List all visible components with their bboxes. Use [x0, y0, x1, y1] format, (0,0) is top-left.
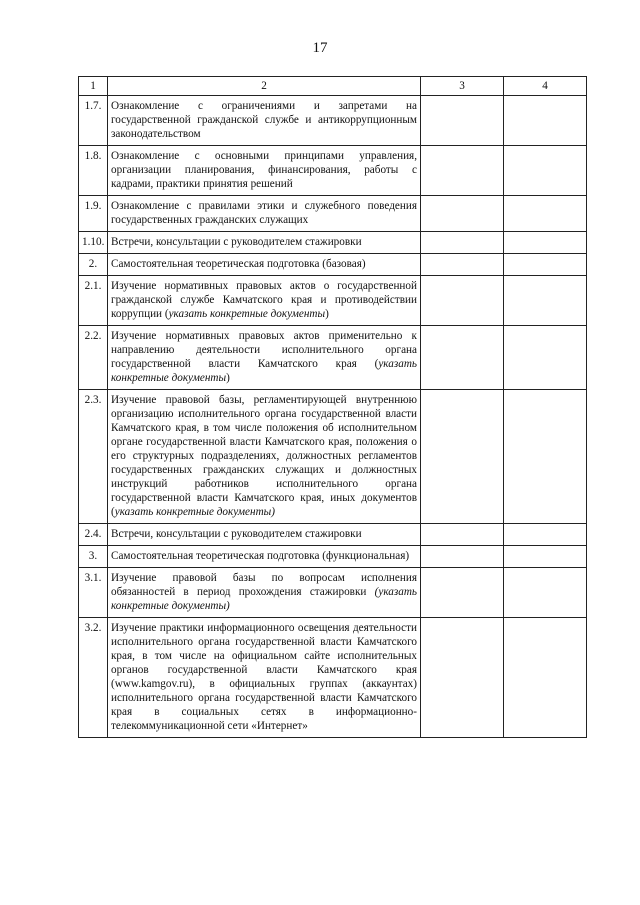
row-number: 2.4. [79, 524, 108, 546]
row-cell-col4 [504, 524, 587, 546]
row-cell-col3 [421, 546, 504, 568]
row-cell-col4 [504, 146, 587, 196]
row-activity [108, 546, 421, 568]
row-cell-col3 [421, 390, 504, 524]
table-row [79, 618, 587, 738]
row-activity [108, 326, 421, 390]
row-number: 1.7. [79, 96, 108, 146]
row-cell-col3 [421, 146, 504, 196]
table-row [79, 326, 587, 390]
activity-text: Изучение нормативных правовых актов о государственной гражданской службе Камчатского края и противодействии коррупции ( [111, 280, 417, 320]
activity-note-suffix: ) [325, 308, 329, 320]
row-activity [108, 390, 421, 524]
row-cell-col3 [421, 326, 504, 390]
row-cell-col4 [504, 196, 587, 232]
column-header-1: 1 [79, 77, 108, 96]
activity-text: Изучение правовой базы по вопросам исполнения обязанностей в период прохождения стажировки [111, 572, 417, 598]
row-cell-col3 [421, 568, 504, 618]
row-number: 3.1. [79, 568, 108, 618]
table-row [79, 276, 587, 326]
activity-text: Самостоятельная теоретическая подготовка (функциональная) [111, 550, 410, 562]
row-cell-col4 [504, 546, 587, 568]
row-cell-col4 [504, 568, 587, 618]
row-activity [108, 146, 421, 196]
row-number: 2. [79, 254, 108, 276]
row-activity [108, 524, 421, 546]
row-cell-col3 [421, 618, 504, 738]
row-number: 3. [79, 546, 108, 568]
table-row [79, 568, 587, 618]
activity-note-suffix: ) [226, 372, 230, 384]
activity-note: (указать конкретные документы) [111, 586, 417, 612]
column-header-3: 3 [421, 77, 504, 96]
row-cell-col3 [421, 254, 504, 276]
activity-note: указать конкретные документы [111, 358, 417, 384]
row-activity [108, 232, 421, 254]
table-row [79, 232, 587, 254]
row-activity [108, 276, 421, 326]
row-activity [108, 254, 421, 276]
row-cell-col4 [504, 276, 587, 326]
row-cell-col4 [504, 390, 587, 524]
activity-text: Изучение правовой базы, регламентирующей внутреннюю организацию исполнительного органа государственной власти Камчатского края, в том числе положения об исполнительном органе государственной власти Камчатского края, положения о его структурных подразделениях, должностных регламентов государственных гражданских служащих и должностных инструкций работников исполнительного органа государственной власти Камчатского края, иных документов ( [111, 394, 417, 518]
row-cell-col3 [421, 96, 504, 146]
row-number: 2.2. [79, 326, 108, 390]
row-cell-col3 [421, 232, 504, 254]
row-number: 1.9. [79, 196, 108, 232]
row-cell-col3 [421, 524, 504, 546]
table-row [79, 390, 587, 524]
activity-text: Встречи, консультации с руководителем стажировки [111, 236, 362, 248]
activity-text: Ознакомление с ограничениями и запретами на государственной гражданской службе и антикоррупционным законодательством [111, 100, 417, 140]
row-activity [108, 618, 421, 738]
page-number: 17 [312, 40, 328, 56]
row-cell-col4 [504, 326, 587, 390]
internship-plan-table [78, 76, 587, 738]
row-number: 2.1. [79, 276, 108, 326]
activity-note: указать конкретные документы [168, 308, 326, 320]
row-activity [108, 568, 421, 618]
column-header-2: 2 [108, 77, 421, 96]
row-activity [108, 196, 421, 232]
column-header-4: 4 [504, 77, 587, 96]
row-cell-col3 [421, 196, 504, 232]
table-header-row [79, 77, 587, 96]
activity-note: указать конкретные документы) [114, 506, 275, 518]
table-row [79, 254, 587, 276]
table-row [79, 546, 587, 568]
row-cell-col4 [504, 618, 587, 738]
activity-text: Встречи, консультации с руководителем стажировки [111, 528, 362, 540]
row-number: 1.8. [79, 146, 108, 196]
activity-text: Изучение нормативных правовых актов применительно к направлению деятельности исполнительного органа государственной власти Камчатского края ( [111, 330, 417, 370]
row-number: 1.10. [79, 232, 108, 254]
table-row [79, 146, 587, 196]
activity-text: Ознакомление с основными принципами управления, организации планирования, финансирования, работы с кадрами, практики принятия решений [111, 150, 417, 190]
activity-text: Самостоятельная теоретическая подготовка (базовая) [111, 258, 366, 270]
row-cell-col4 [504, 232, 587, 254]
activity-text: Изучение практики информационного освещения деятельности исполнительного органа государственной власти Камчатского края, в том числе на официальном сайте исполнительных органов государственной власти Камчатского края (www.kamgov.ru), в официальных группах (аккаунтах) исполнительного органа государственной власти Камчатского края в социальных сетях в информационно-телекоммуникационной сети «Интернет» [111, 622, 417, 732]
row-number: 3.2. [79, 618, 108, 738]
row-cell-col3 [421, 276, 504, 326]
row-cell-col4 [504, 254, 587, 276]
row-number: 2.3. [79, 390, 108, 524]
table-row [79, 196, 587, 232]
row-cell-col4 [504, 96, 587, 146]
activity-text: Ознакомление с правилами этики и служебного поведения государственных гражданских служащих [111, 200, 417, 226]
table-row [79, 96, 587, 146]
table-row [79, 524, 587, 546]
row-activity [108, 96, 421, 146]
